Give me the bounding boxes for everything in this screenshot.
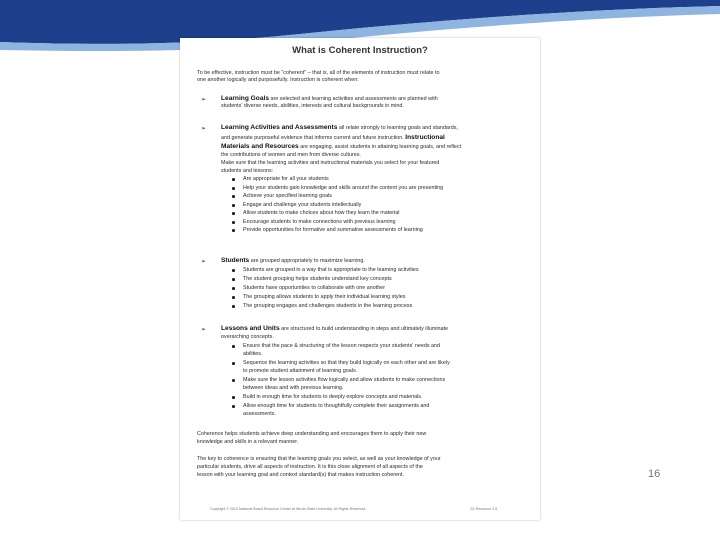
bullet-dot-icon	[232, 204, 235, 207]
bullet-dot-icon	[232, 305, 235, 308]
list-item: The student grouping helps students understand key concepts	[243, 276, 392, 282]
list-item: Allow students to make choices about how they learn the material	[243, 210, 400, 216]
list-item: The grouping allows students to apply their individual learning styles	[243, 294, 406, 300]
list-item: Build in enough time for students to deeply explore concepts and materials.	[243, 394, 423, 400]
bullet-dot-icon	[232, 229, 235, 232]
closing-text: particular students, drive all aspects of instruction. It is this close alignment of all aspects of the	[197, 464, 423, 470]
section-materials: Materials and Resources are engaging, assist students in attaining learning goals, and reflect	[221, 143, 462, 150]
bullet-dot-icon	[232, 345, 235, 348]
list-item: Allow enough time for students to thoughtfully complete their assignments and	[243, 403, 430, 409]
bullet-dot-icon	[232, 362, 235, 365]
closing-text: Coherence helps students achieve deep understanding and encourages them to apply their new	[197, 431, 427, 437]
bullet-dot-icon	[232, 187, 235, 190]
section-text: overarching concepts.	[221, 334, 274, 340]
bullet-dot-icon	[232, 278, 235, 281]
list-item: Provide opportunities for formative and summative assessments of learning	[243, 227, 423, 233]
list-item: between ideas and with previous learning.	[243, 385, 344, 391]
section-text: the contributions of women and men from diverse cultures.	[221, 152, 361, 158]
list-item: Help your students gain knowledge and skills around the content you are presenting	[243, 185, 444, 191]
resource-footer: G2 Resource 4.9	[470, 507, 498, 511]
list-item: The grouping engages and challenges students in the learning process	[243, 303, 413, 309]
copyright-footer: Copyright © 2014 National Board Resource Center at Illinois State University. All Rights Reserved.	[210, 507, 367, 511]
bullet-dot-icon	[232, 396, 235, 399]
section-text: and generate purposeful evidence that informs current and future instruction. Instructional	[221, 134, 445, 141]
list-item: Students have opportunities to collaborate with one another	[243, 285, 386, 291]
bullet-dot-icon	[232, 269, 235, 272]
list-item: Make sure the lesson activities flow logically and allow students to make connections	[243, 377, 446, 383]
intro-line-2: one another logically and purposefully. Instruction is coherent when:	[197, 77, 359, 83]
arrow-bullet-icon: ➢	[201, 259, 207, 265]
section-text: students and lessons:	[221, 168, 274, 174]
list-item: to promote student attainment of learning goals.	[243, 368, 358, 374]
closing-text: The key to coherence is ensuring that the learning goals you select, as well as your knowledge of your	[197, 456, 441, 462]
section-text: students' diverse needs, abilities, interests and cultural backgrounds in mind.	[221, 103, 404, 109]
bullet-dot-icon	[232, 405, 235, 408]
arrow-bullet-icon: ➢	[201, 327, 207, 333]
list-item: Are appropriate for all your students	[243, 176, 329, 182]
list-item: Ensure that the pace & structuring of the lesson respects your students' needs and	[243, 343, 441, 349]
intro-line-1: To be effective, instruction must be "coherent" – that is, all of the elements of instruction must relate to	[197, 70, 440, 76]
section-lessons-units: Lessons and Units are structured to build understanding in steps and ultimately illuminate	[221, 325, 449, 332]
document-title: What is Coherent Instruction?	[292, 45, 428, 56]
slide-number: 16	[648, 468, 661, 480]
list-item: abilities.	[243, 351, 263, 357]
arrow-bullet-icon: ➢	[201, 97, 207, 103]
list-item: Encourage students to make connections with previous learning	[243, 219, 396, 225]
bullet-dot-icon	[232, 178, 235, 181]
list-item: Engage and challenge your students intellectually	[243, 202, 362, 208]
document-page	[180, 38, 540, 520]
list-item: Students are grouped in a way that is appropriate to the learning activities	[243, 267, 419, 273]
list-item: Achieve your specified learning goals	[243, 193, 332, 199]
bullet-dot-icon	[232, 379, 235, 382]
list-item: Sequence the learning activities so that they build logically on each other and are likely	[243, 360, 450, 366]
section-learning-goals: Learning Goals are selected and learning activities and assessments are planned with	[221, 95, 438, 102]
bullet-dot-icon	[232, 195, 235, 198]
section-text: Make sure that the learning activities and instructional materials you select for your featured	[221, 160, 440, 166]
bullet-dot-icon	[232, 287, 235, 290]
arrow-bullet-icon: ➢	[201, 126, 207, 132]
bullet-dot-icon	[232, 212, 235, 215]
bullet-dot-icon	[232, 221, 235, 224]
closing-text: lesson with your learning goal and context standard(s) that makes instruction coherent.	[197, 472, 405, 478]
bullet-dot-icon	[232, 296, 235, 299]
closing-text: knowledge and skills in a relevant manner.	[197, 439, 299, 445]
section-students: Students are grouped appropriately to maximize learning.	[221, 257, 365, 264]
section-learning-activities: Learning Activities and Assessments all relate strongly to learning goals and standards,	[221, 124, 458, 131]
list-item: assessments.	[243, 411, 276, 417]
